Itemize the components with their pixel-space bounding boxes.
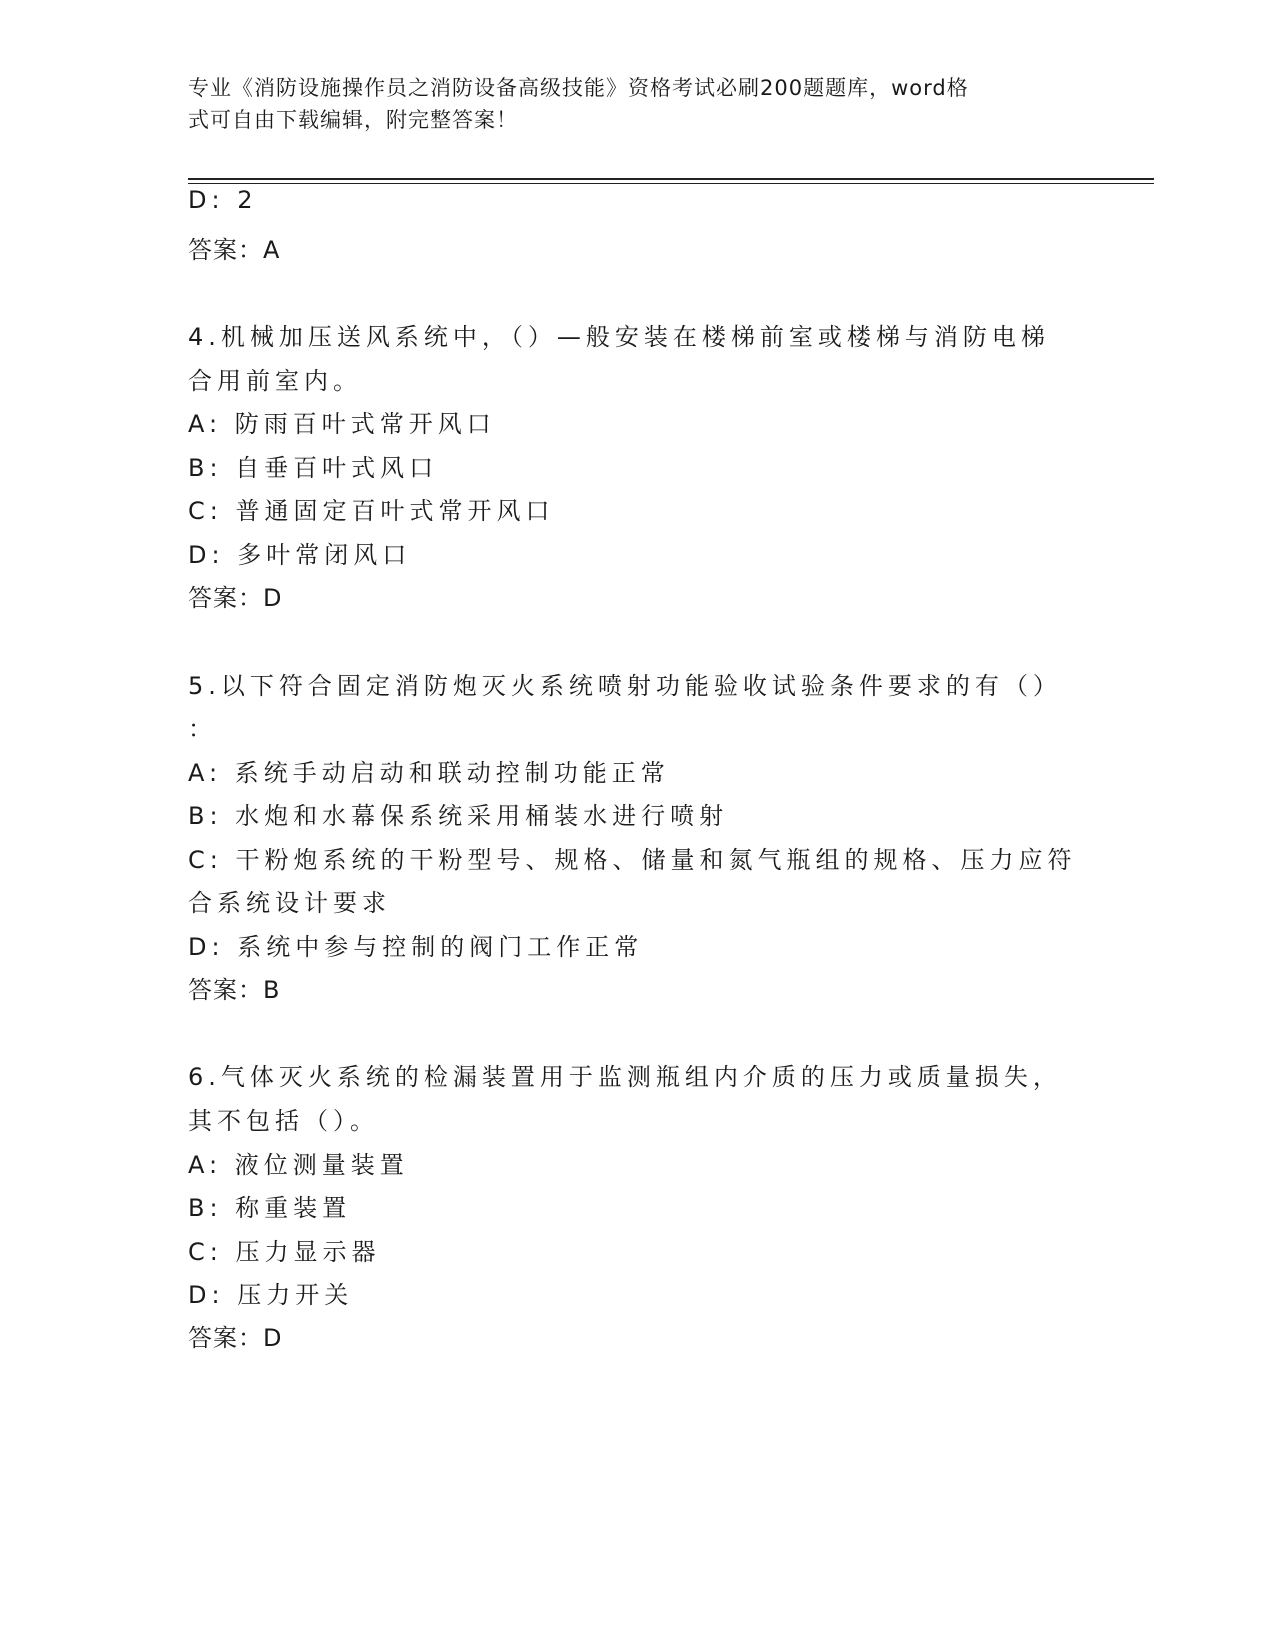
question-stem: 5.以下符合固定消防炮灭火系统喷射功能验收试验条件要求的有（） bbox=[188, 672, 1062, 700]
header-line: 式可自由下载编辑，附完整答案！ bbox=[188, 108, 518, 132]
option-c-continued: 合系统设计要求 bbox=[188, 889, 391, 917]
option-c: C: 普通固定百叶式常开风口 bbox=[188, 497, 555, 525]
answer-label: 答案：D bbox=[188, 584, 283, 612]
answer-label: 答案：B bbox=[188, 976, 281, 1004]
question-stem: 其不包括（）。 bbox=[188, 1107, 379, 1135]
option-d: D: 系统中参与控制的阀门工作正常 bbox=[188, 933, 644, 961]
option-c: C: 干粉炮系统的干粉型号、规格、储量和氮气瓶组的规格、压力应符 bbox=[188, 846, 1077, 874]
option-b: B: 称重装置 bbox=[188, 1194, 352, 1222]
option-d: D: 2 bbox=[188, 186, 258, 214]
question-stem: 6.气体灭火系统的检漏装置用于监测瓶组内介质的压力或质量损失， bbox=[188, 1063, 1062, 1091]
option-a: A: 系统手动启动和联动控制功能正常 bbox=[188, 759, 670, 787]
option-b: B: 水炮和水幕保系统采用桶装水进行喷射 bbox=[188, 802, 729, 830]
document-header bbox=[188, 72, 1068, 136]
header-divider bbox=[188, 183, 1154, 184]
option-d: D: 多叶常闭风口 bbox=[188, 541, 412, 569]
option-a: A: 液位测量装置 bbox=[188, 1151, 409, 1179]
question-stem: 合用前室内。 bbox=[188, 367, 362, 395]
header-divider bbox=[188, 178, 1154, 180]
header-line: 专业《消防设施操作员之消防设备高级技能》资格考试必刷200题题库，word格 bbox=[188, 76, 969, 100]
answer-label: 答案：A bbox=[188, 236, 281, 264]
answer-label: 答案：D bbox=[188, 1324, 283, 1352]
option-c: C: 压力显示器 bbox=[188, 1238, 381, 1266]
option-b: B: 自垂百叶式风口 bbox=[188, 454, 439, 482]
option-a: A: 防雨百叶式常开风口 bbox=[188, 410, 496, 438]
question-stem: 4.机械加压送风系统中，（）—般安装在楼梯前室或楼梯与消防电梯 bbox=[188, 323, 1050, 351]
option-d: D: 压力开关 bbox=[188, 1281, 354, 1309]
question-stem: ： bbox=[188, 715, 217, 743]
